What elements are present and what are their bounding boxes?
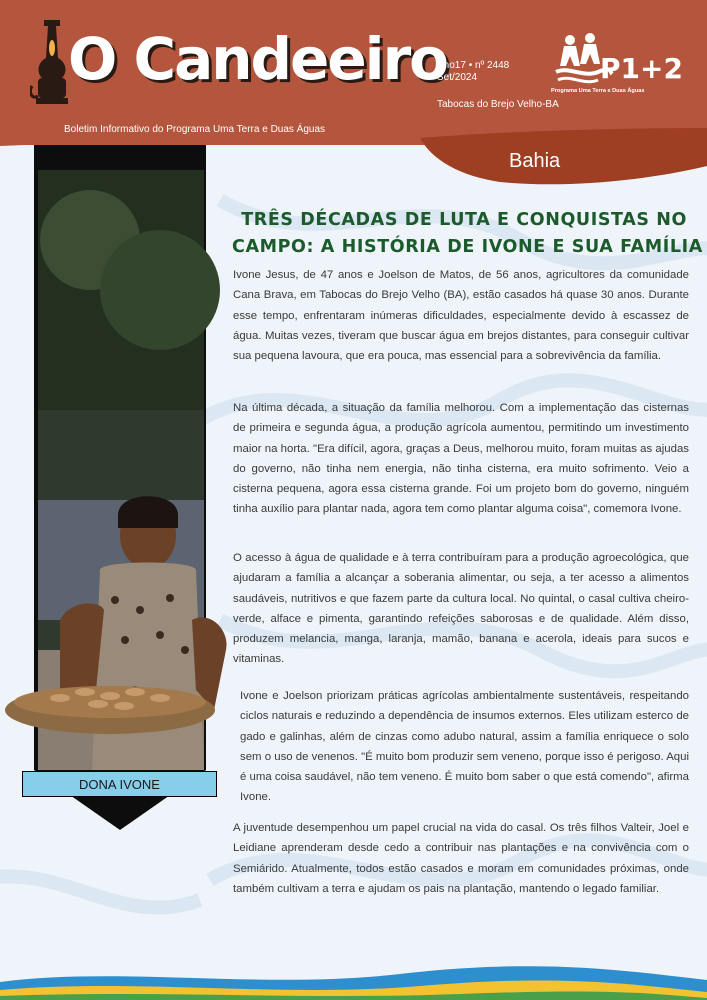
photo-caption: DONA IVONE (22, 771, 217, 797)
issue-number: Ano17 • nº 2448 (437, 60, 510, 71)
issue-info (437, 60, 509, 84)
article-paragraph-2: Na última década, a situação da família melhorou. Com a implementação das cisternas de primeira e segunda água, a produção agrícola aumentou, permitindo um investimento maior na horta. "Era difícil, agora, graças a Deus, melhorou muito, foram muitas as ajudas do governo, não tinha nem energia, não tinha cisterna, era muito sofrimento. Veio a cisterna pequena, agora essa cisterna grande. Foi um projeto bom do governo, ninguém tinha auxílio para plantar nada, agora tem como plantar alguma coisa", comemora Ivone. (233, 402, 689, 516)
article-paragraph-1: Ivone Jesus, de 47 anos e Joelson de Matos, de 56 anos, agricultores da comunidade Cana Brava, em Tabocas do Brejo Velho (BA), estão casados há quase 30 anos. Durante esse tempo, enfrentaram inúmeras dificuldades, especialmente devido à escassez de água. Muitas vezes, tiveram que buscar água em brejos distantes, para conseguir cultivar sua pequena lavoura, que era pouca, mas essencial para a sobrevivência da família. (233, 269, 689, 363)
article-paragraph-3: O acesso à água de qualidade e à terra contribuíram para a produção agroecológica, que ajudaram a família a alcançar a soberania alimentar, ou seja, a ter acesso a alimentos saudáveis, nutritivos e que fazem parte da cultura local. No quintal, o casal cultiva cheiro-verde, alface e pimenta, garantindo refeições saborosas e de qualidade. Além disso, produzem melancia, manga, laranja, mamão, banana e acerola, ideais para sucos e vitaminas. (233, 552, 689, 666)
article-title-line-1: TRÊS DÉCADAS DE LUTA E CONQUISTAS NO (241, 210, 687, 230)
article-paragraph-4: Ivone e Joelson priorizam práticas agrícolas ambientalmente sustentáveis, respeitando ciclos naturais e reduzindo a dependência de insumos externos. Eles utilizam esterco de gado e galinhas, além de cinzas como adubo natural, assim a família enriquece o solo sem o uso de venenos. "É muito bom produzir sem veneno, porque isso é perigoso. Aqui é uma coisa saudável, não tem veneno. É muito bom saber o que está comendo", afirma Ivone. (240, 690, 689, 804)
article-title (232, 207, 703, 261)
portrait-photo (0, 130, 240, 830)
newsletter-title: O Candeeiro (68, 25, 448, 93)
logo-caption: Programa Uma Terra e Duas Águas (551, 88, 645, 94)
region-label: Bahia (509, 150, 561, 172)
article-title-line-2: CAMPO: A HISTÓRIA DE IVONE E SUA FAMÍLIA (232, 237, 703, 257)
footer-wave (0, 960, 707, 1000)
article-paragraph-5: A juventude desempenhou um papel crucial na vida do casal. Os três filhos Valteir, Joel e Leidiane aprenderam desde cedo a contribuir nas plantações e na convivência com o Semiárido. Atualmente, todos estão casados e moram em comunidades próximas, onde também cultivam a terra e ajudam os pais na plantação, mantendo o legado familiar. (233, 822, 689, 895)
issue-location: Tabocas do Brejo Velho-BA (437, 99, 559, 110)
issue-date: Set/2024 (437, 72, 478, 83)
newsletter-subtitle: Boletim Informativo do Programa Uma Terra e Duas Águas (64, 124, 326, 135)
header-curve (0, 110, 707, 190)
logo-text: P1+2 (600, 52, 683, 85)
